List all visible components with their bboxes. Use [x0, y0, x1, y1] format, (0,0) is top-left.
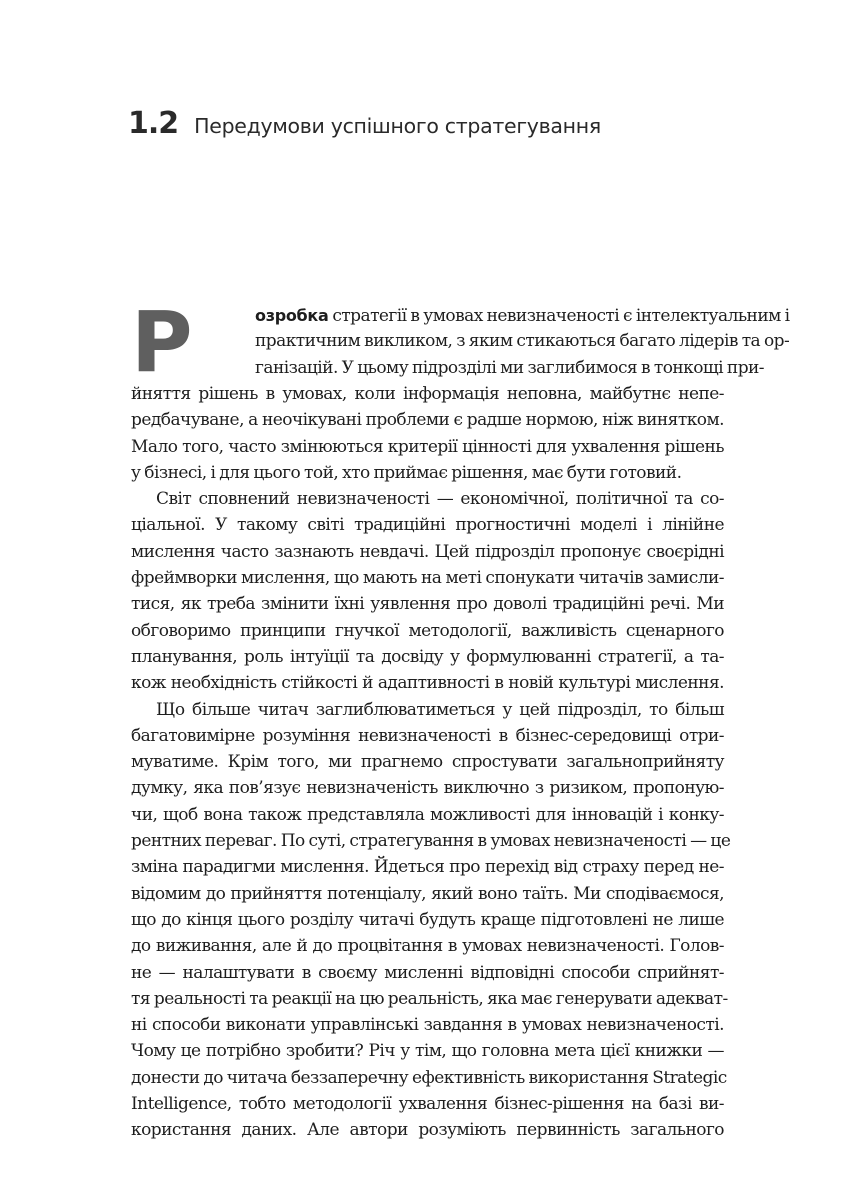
text-line: ганізацій. У цьому підрозділі ми заглибимося в тонкощі при- — [255, 357, 764, 378]
text-line: зміна парадигми мислення. Йдеться про перехід від страху перед не- — [131, 857, 724, 878]
text-line: йняття рішень в умовах, коли інформація неповна, майбутнє непе- — [131, 383, 724, 404]
text-line: практичним викликом, з яким стикаються багато лідерів та ор- — [255, 331, 790, 352]
section-heading — [128, 106, 601, 141]
text-line: озробка стратегії в умовах невизначеності є інтелектуальним і — [255, 306, 790, 326]
text-line: фреймворки мислення, що мають на меті спонукати читачів замисли- — [131, 568, 724, 588]
text-line: Світ сповнений невизначеності — економічної, політичної та со- — [156, 489, 724, 510]
section-number: 1.2 — [128, 106, 179, 141]
text-line: редбачуване, а неочікувані проблеми є радше нормою, ніж винятком. — [131, 410, 724, 431]
text-line: не — налаштувати в своєму мисленні відповідні способи сприйнят- — [131, 962, 724, 983]
text-line: донести до читача беззаперечну ефективність використання Strategic — [131, 1067, 727, 1088]
text-line: до виживання, але й до процвітання в умовах невизначеності. Голов- — [131, 936, 724, 957]
text-line: що до кінця цього розділу читачі будуть краще підготовлені не лише — [131, 909, 724, 930]
drop-cap: Р — [131, 293, 193, 391]
section-title: Передумови успішного стратегування — [194, 114, 601, 138]
text-line: багатовимірне розуміння невизначеності в бізнес-середовищі отри- — [131, 725, 724, 746]
text-line: думку, яка пов’язує невизначеність виключно з ризиком, пропоную- — [131, 778, 724, 799]
text-line: Intelligence, тобто методології ухвалення бізнес-рішення на базі ви- — [131, 1094, 724, 1114]
text-line: Мало того, часто змінюються критерії цінності для ухвалення рішень — [131, 436, 724, 457]
text-line: мислення часто зазнають невдачі. Цей підрозділ пропонує своєрідні — [131, 541, 724, 562]
lead-bold-word: озробка — [255, 306, 329, 325]
text-line: чи, щоб вона також представляла можливості для інновацій і конку- — [131, 804, 724, 825]
text-line: рентних переваг. По суті, стратегування в умовах невизначеності — це — [131, 831, 731, 851]
text-line: обговоримо принципи гнучкої методології, важливість сценарного — [131, 620, 724, 641]
text-line: муватиме. Крім того, ми прагнемо спростувати загальноприйняту — [131, 752, 724, 773]
text-line: ціальної. У такому світі традиційні прогностичні моделі і лінійне — [131, 515, 724, 536]
text-line: у бізнесі, і для цього той, хто приймає рішення, має бути готовий. — [131, 462, 682, 483]
text-line: Що більше читач заглиблюватиметься у цей підрозділ, то більш — [156, 699, 724, 720]
body-text — [131, 293, 790, 1141]
text-line: ні способи виконати управлінські завдання в умовах невизначеності. — [131, 1015, 724, 1036]
text-line: планування, роль інтуїції та досвіду у формулюванні стратегії, а та- — [131, 646, 724, 667]
text-line: тися, як треба змінити їхні уявлення про доволі традиційні речі. Ми — [131, 594, 724, 615]
text-line: кож необхідність стійкості й адаптивності в новій культурі мислення. — [131, 673, 724, 694]
text-line: користання даних. Але автори розуміють первинність загального — [131, 1120, 724, 1141]
text-line: тя реальності та реакції на цю реальність, яка має генерувати адекват- — [131, 988, 728, 1009]
text-line: відомим до прийняття потенціалу, який воно таїть. Ми сподіваємося, — [131, 883, 724, 904]
text-line: Чому це потрібно зробити? Річ у тім, що головна мета цієї книжки — — [131, 1041, 724, 1062]
